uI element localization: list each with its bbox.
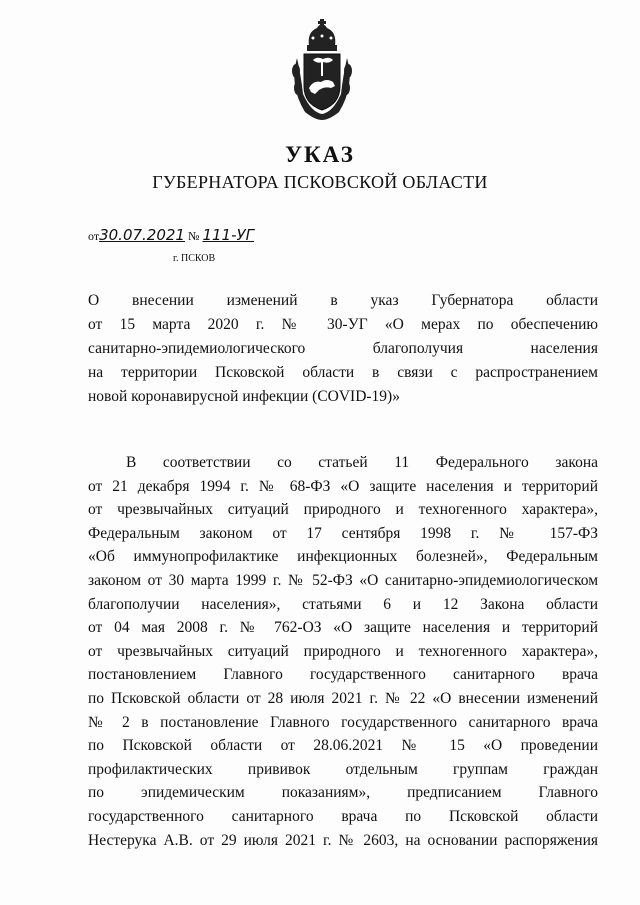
pskov-coat-of-arms-icon: [287, 16, 357, 122]
body-line: благополучии населения», статьями 6 и 12 Закона области: [88, 595, 598, 613]
subject-line: санитарно-эпидемиологического благополучия населения: [88, 340, 598, 357]
subject-line: новой коронавирусной инфекции (COVID-19)»: [88, 388, 400, 405]
body-line: от чрезвычайных ситуаций природного и техногенного характера»,: [88, 642, 598, 660]
subject-line: от 15 марта 2020 г. № 30-УГ «О мерах по обеспечению: [88, 316, 598, 333]
body-line: профилактических прививок отдельным группам граждан: [88, 760, 598, 778]
date-number-line: [88, 226, 254, 244]
body-line: по Псковской области от 28.06.2021 № 15 «О проведении: [88, 737, 598, 755]
body-line: «Об иммунопрофилактике инфекционных болезней», Федеральным: [88, 548, 598, 566]
date-prefix: от: [88, 229, 100, 243]
body-line: законом от 30 марта 1999 г. № 52-ФЗ «О санитарно-эпидемиологическом: [88, 571, 598, 589]
body-line: № 2 в постановление Главного государственного санитарного врача: [88, 713, 598, 731]
decree-body: [88, 451, 598, 852]
subject-line: на территории Псковской области в связи с распространением: [88, 364, 598, 381]
handwritten-number: 111-УГ: [202, 226, 254, 244]
decree-subject: [88, 289, 598, 409]
subject-line: О внесении изменений в указ Губернатора области: [88, 292, 598, 309]
body-line: постановлением Главного государственного санитарного врача: [88, 666, 598, 684]
body-line: по эпидемическим показаниям», предписанием Главного: [88, 784, 598, 802]
body-line: от чрезвычайных ситуаций природного и техногенного характера»,: [88, 501, 598, 519]
handwritten-date: 30.07.2021: [99, 226, 185, 244]
body-line: Федеральным законом от 17 сентября 1998 г. № 157-ФЗ: [88, 524, 598, 542]
body-line: от 04 мая 2008 г. № 762-ОЗ «О защите населения и территорий: [88, 619, 598, 637]
body-line: от 21 декабря 1994 г. № 68-ФЗ «О защите населения и территорий: [88, 477, 598, 495]
body-line: В соответствии со статьей 11 Федерального закона: [126, 454, 598, 471]
body-line: государственного санитарного врача по Псковской области: [88, 807, 598, 825]
document-title: УКАЗ: [285, 142, 355, 167]
city-line: г. ПСКОВ: [173, 253, 216, 264]
body-line: по Псковской области от 28 июля 2021 г. № 22 «О внесении изменений: [88, 689, 598, 707]
body-line: Нестерука А.В. от 29 июля 2021 г. № 2603, на основании распоряжения: [88, 831, 598, 849]
number-label: №: [187, 229, 200, 243]
document-issuer: ГУБЕРНАТОРА ПСКОВСКОЙ ОБЛАСТИ: [152, 172, 488, 192]
